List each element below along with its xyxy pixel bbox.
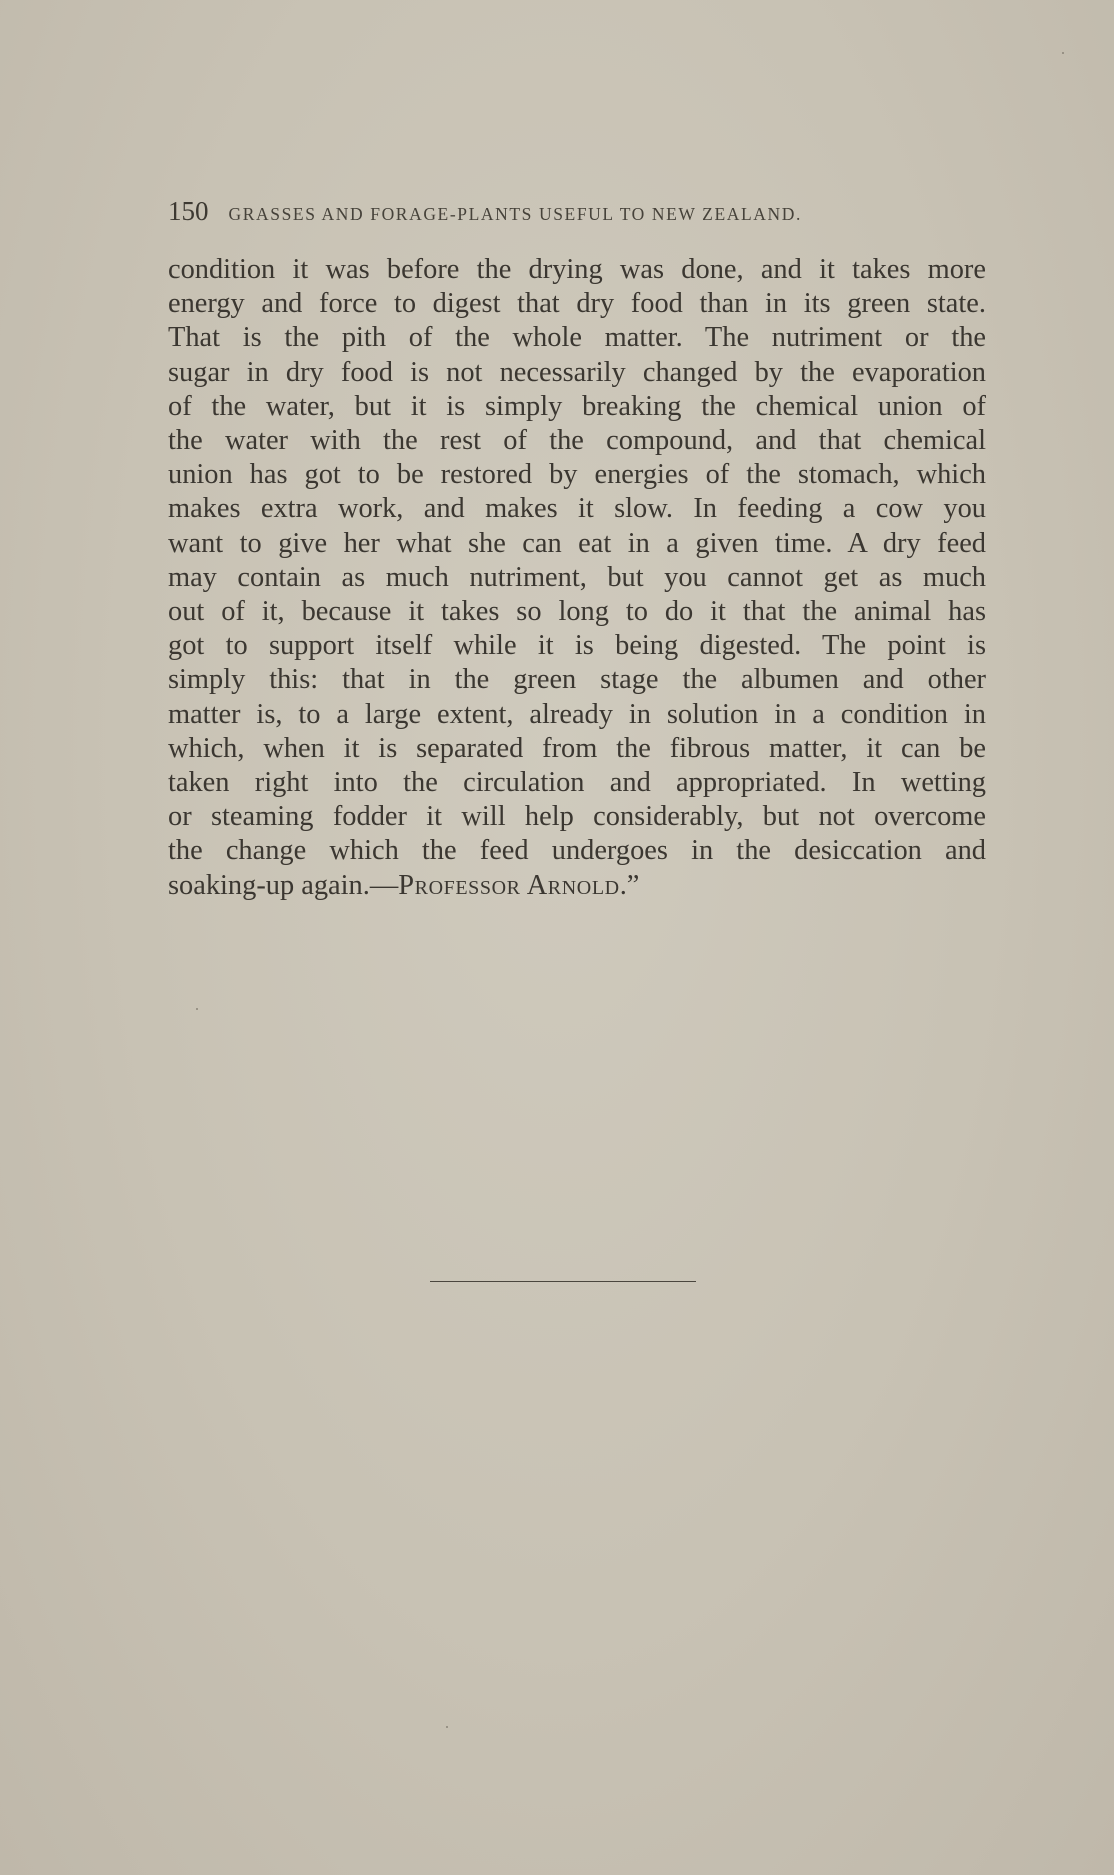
text-line: out of it, because it takes so long to do it that the animal has bbox=[168, 596, 986, 628]
body-paragraph bbox=[168, 253, 986, 903]
text-line: sugar in dry food is not necessarily changed by the evaporation bbox=[168, 356, 986, 388]
text-line: condition it was before the drying was done, and it takes more bbox=[168, 254, 986, 285]
text-line: which, when it is separated from the fibrous matter, it can be bbox=[168, 732, 986, 764]
text-line: union has got to be restored by energies of the stomach, which bbox=[168, 459, 986, 491]
last-line-suffix: .” bbox=[619, 869, 640, 901]
text-line: or steaming fodder it will help considerably, but not overcome bbox=[168, 801, 986, 833]
text-line: the change which the feed undergoes in the desiccation and bbox=[168, 835, 986, 867]
text-line: want to give her what she can eat in a given time. A dry feed bbox=[168, 527, 986, 559]
paper-speck bbox=[446, 1726, 448, 1728]
text-line: energy and force to digest that dry food than in its green state. bbox=[168, 288, 986, 320]
running-title: GRASSES AND FORAGE-PLANTS USEFUL TO NEW ZEALAND. bbox=[228, 204, 802, 224]
text-line-last bbox=[168, 869, 986, 903]
page-number: 150 bbox=[168, 196, 209, 226]
text-line: simply this: that in the green stage the albumen and other bbox=[168, 664, 986, 696]
paper-speck bbox=[1062, 52, 1064, 54]
text-line: taken right into the circulation and appropriated. In wetting bbox=[168, 767, 986, 799]
section-rule bbox=[430, 1281, 696, 1282]
paper-speck bbox=[196, 1008, 198, 1010]
running-head bbox=[168, 196, 928, 232]
attribution: Professor Arnold bbox=[398, 869, 620, 901]
text-line: may contain as much nutriment, but you cannot get as much bbox=[168, 561, 986, 593]
text-line: matter is, to a large extent, already in solution in a condition in bbox=[168, 698, 986, 730]
text-line: of the water, but it is simply breaking the chemical union of bbox=[168, 390, 986, 422]
text-line: the water with the rest of the compound, and that chemical bbox=[168, 425, 986, 457]
last-line-prefix: soaking-up again.— bbox=[168, 869, 399, 901]
text-line: got to support itself while it is being digested. The point is bbox=[168, 630, 986, 662]
text-line: makes extra work, and makes it slow. In feeding a cow you bbox=[168, 493, 986, 525]
text-line: That is the pith of the whole matter. The nutriment or the bbox=[168, 322, 986, 354]
